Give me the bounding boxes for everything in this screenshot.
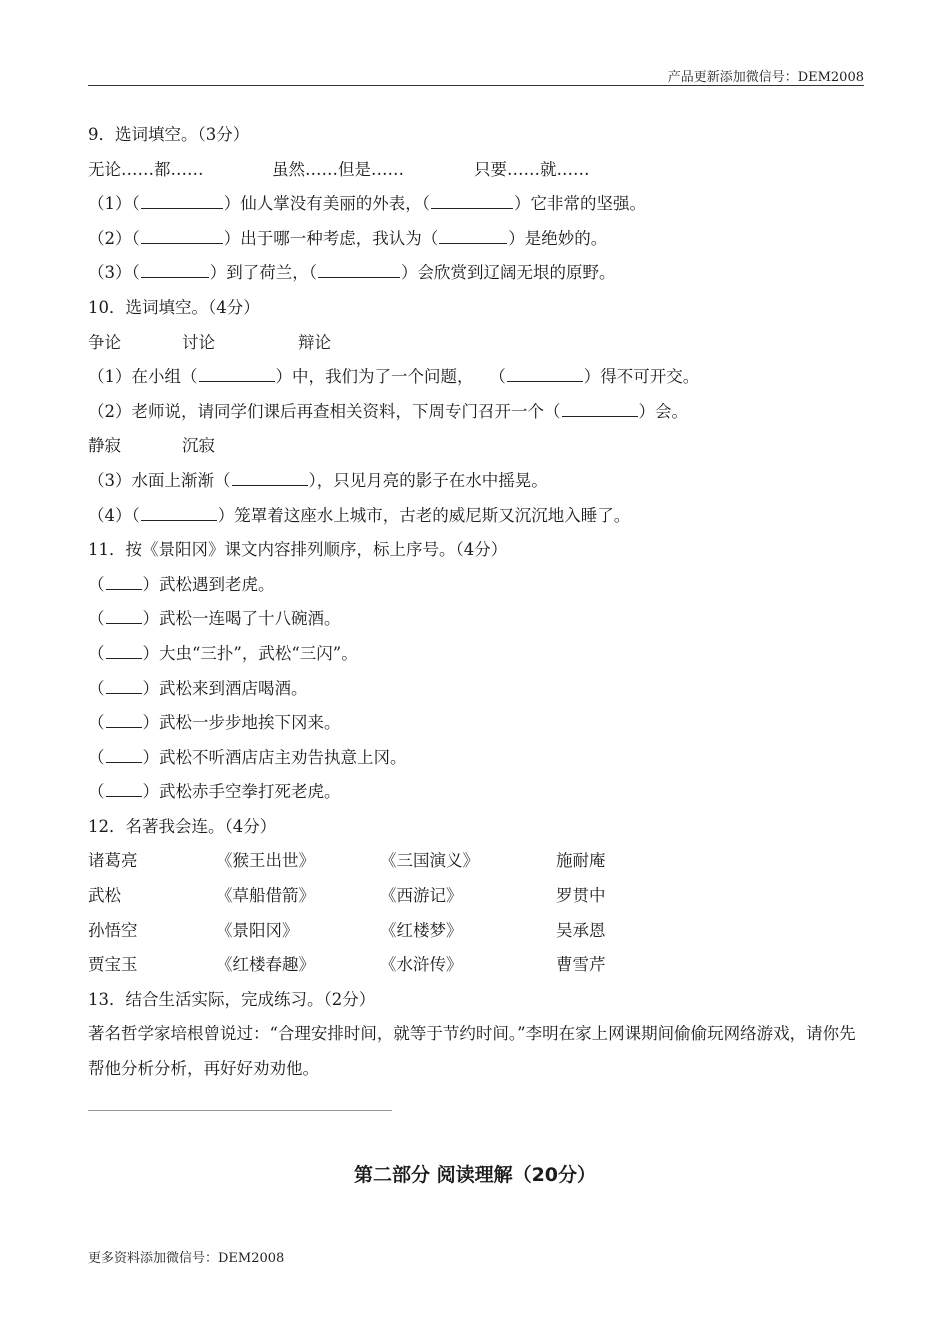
- q12-chapter[interactable]: 《红楼春趣》: [216, 955, 315, 975]
- q12-book[interactable]: 《红楼梦》: [380, 920, 463, 940]
- answer-blank[interactable]: [431, 193, 513, 209]
- q10-option-1: 争论: [88, 332, 121, 352]
- header-divider: [88, 85, 864, 86]
- q12-book[interactable]: 《西游记》: [380, 886, 463, 906]
- q11-item: （ ）武松遇到老虎。: [88, 574, 275, 594]
- q12-book[interactable]: 《三国演义》: [380, 851, 479, 871]
- q12-row: [88, 948, 864, 983]
- q10-title: 10．选词填空。（4分）: [88, 297, 260, 317]
- q9-title: 9．选词填空。（3分）: [88, 125, 250, 144]
- page-footer: 更多资料添加微信号：DEM2008: [88, 1251, 285, 1266]
- exercise-content: [88, 118, 864, 1087]
- q11-item: （ ）大虫“三扑”，武松“三闪”。: [88, 643, 358, 663]
- q9-option-1: 无论……都……: [88, 159, 204, 179]
- q9-item-2: （2）（ ）出于哪一种考虑，我认为（ ）是绝妙的。: [88, 228, 608, 248]
- q11-item: （ ）武松一步步地挨下冈来。: [88, 713, 341, 733]
- order-blank[interactable]: [106, 678, 142, 694]
- q12-row: [88, 879, 864, 914]
- q12-row: [88, 914, 864, 949]
- q12-character[interactable]: 诸葛亮: [88, 851, 138, 871]
- q9-item-1: （1）（ ）仙人掌没有美丽的外表，（ ）它非常的坚强。: [88, 194, 646, 214]
- q10-option-4: 静寂: [88, 436, 121, 456]
- answer-blank[interactable]: [141, 228, 223, 244]
- order-blank[interactable]: [106, 643, 142, 659]
- answer-blank[interactable]: [318, 262, 400, 278]
- q12-character[interactable]: 孙悟空: [88, 920, 138, 940]
- q10-item-4: （4）（ ）笼罩着这座水上城市，古老的威尼斯又沉沉地入睡了。: [88, 505, 631, 525]
- order-blank[interactable]: [106, 712, 142, 728]
- answer-line[interactable]: [88, 1110, 392, 1111]
- q11-item: （ ）武松来到酒店喝酒。: [88, 678, 308, 698]
- order-blank[interactable]: [106, 574, 142, 590]
- q12-chapter[interactable]: 《草船借箭》: [216, 886, 315, 906]
- q9-option-3: 只要……就……: [474, 159, 590, 179]
- order-blank[interactable]: [106, 608, 142, 624]
- q10-option-2: 讨论: [182, 332, 215, 352]
- answer-blank[interactable]: [141, 262, 209, 278]
- q11-title: 11．按《景阳冈》课文内容排列顺序，标上序号。（4分）: [88, 540, 508, 560]
- q12-author[interactable]: 罗贯中: [556, 886, 606, 906]
- q13-title: 13．结合生活实际，完成练习。（2分）: [88, 989, 376, 1009]
- answer-blank[interactable]: [232, 470, 308, 486]
- q12-chapter[interactable]: 《景阳冈》: [216, 920, 299, 940]
- q10-option-3: 辩论: [298, 332, 331, 352]
- answer-blank[interactable]: [507, 366, 583, 382]
- q12-chapter[interactable]: 《猴王出世》: [216, 851, 315, 871]
- q13-prompt: 著名哲学家培根曾说过：“合理安排时间，就等于节约时间。”李明在家上网课期间偷偷玩网络游戏，请你先帮他分析分析，再好好劝劝他。: [88, 1024, 856, 1079]
- q12-title: 12．名著我会连。（4分）: [88, 816, 277, 836]
- q10-option-5: 沉寂: [182, 436, 215, 456]
- q11-item: （ ）武松不听酒店店主劝告执意上冈。: [88, 747, 407, 767]
- q11-item: （ ）武松一连喝了十八碗酒。: [88, 609, 341, 629]
- q12-author[interactable]: 吴承恩: [556, 920, 606, 940]
- q12-row: [88, 844, 864, 879]
- answer-blank[interactable]: [439, 228, 507, 244]
- q12-character[interactable]: 贾宝玉: [88, 955, 138, 975]
- q9-item-3: （3）（ ）到了荷兰，（ ）会欣赏到辽阔无垠的原野。: [88, 263, 616, 283]
- q9-option-2: 虽然……但是……: [272, 159, 404, 179]
- order-blank[interactable]: [106, 781, 142, 797]
- answer-blank[interactable]: [199, 366, 275, 382]
- q12-character[interactable]: 武松: [88, 886, 121, 906]
- q9-options: [88, 153, 864, 188]
- answer-blank[interactable]: [141, 505, 217, 521]
- q12-author[interactable]: 曹雪芹: [556, 955, 606, 975]
- section-title: 第二部分 阅读理解（20分）: [353, 1164, 597, 1186]
- page-header: 产品更新添加微信号：DEM2008: [667, 70, 864, 85]
- q11-item: （ ）武松赤手空拳打死老虎。: [88, 782, 341, 802]
- answer-blank[interactable]: [562, 401, 638, 417]
- q10-options-2: [88, 429, 864, 464]
- q10-item-1: （1）在小组（ ）中，我们为了一个问题， （ ）得不可开交。: [88, 367, 700, 387]
- order-blank[interactable]: [106, 747, 142, 763]
- q12-author[interactable]: 施耐庵: [556, 851, 606, 871]
- q10-item-3: （3）水面上渐渐（ ），只见月亮的影子在水中摇晃。: [88, 470, 548, 490]
- answer-blank[interactable]: [141, 193, 223, 209]
- q12-book[interactable]: 《水浒传》: [380, 955, 463, 975]
- q10-options-1: [88, 326, 864, 361]
- q10-item-2: （2）老师说，请同学们课后再查相关资料，下周专门召开一个（ ）会。: [88, 401, 688, 421]
